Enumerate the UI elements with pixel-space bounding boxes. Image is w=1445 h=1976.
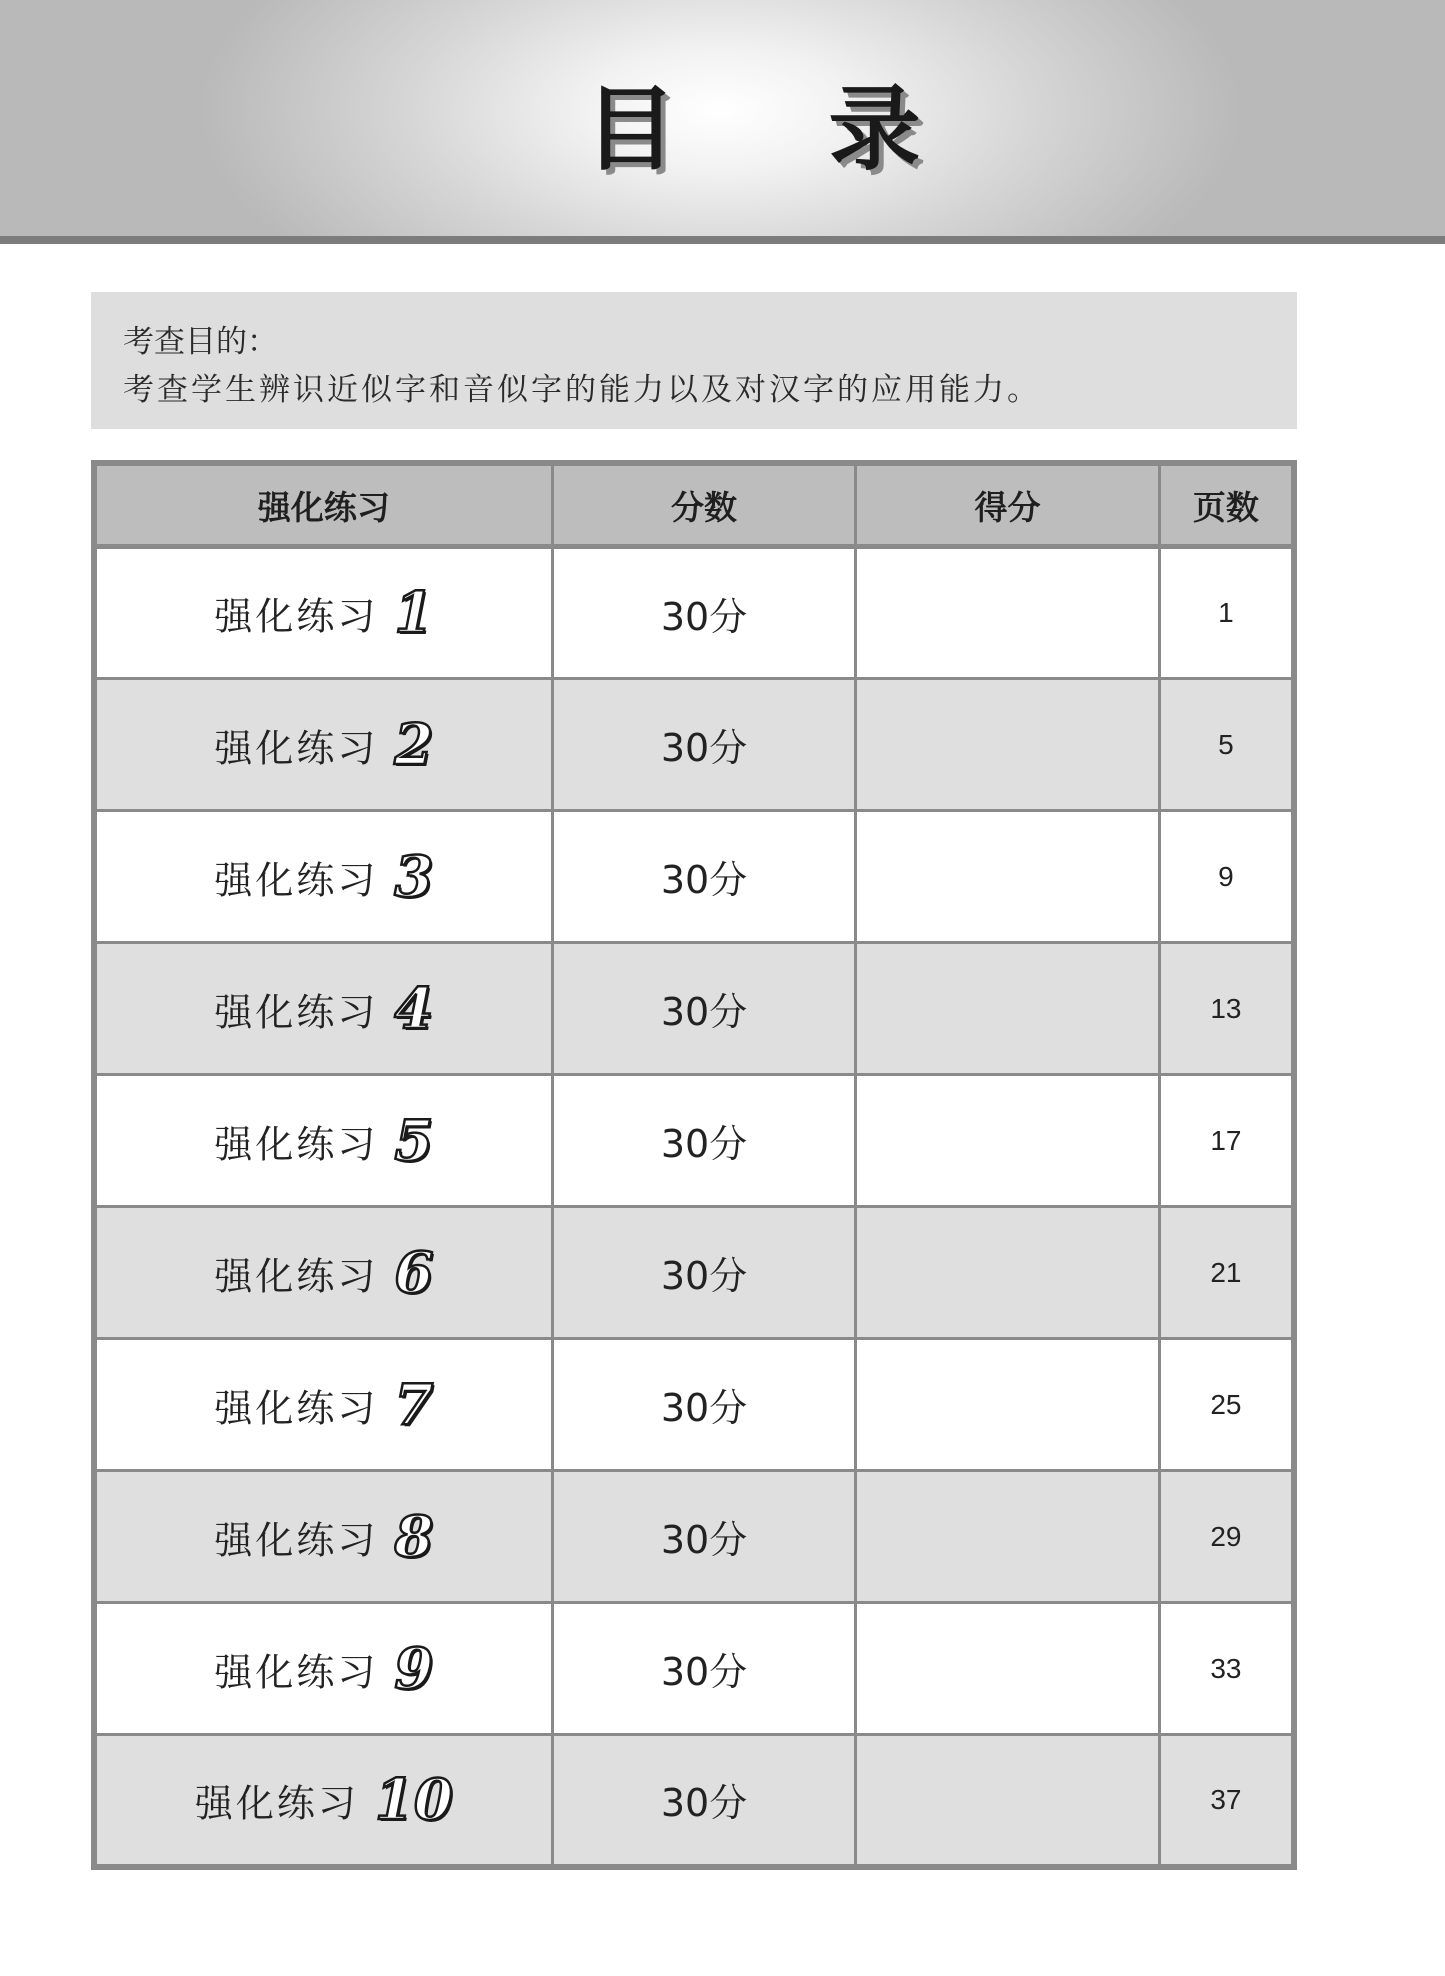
page-title: 目 录	[584, 76, 981, 183]
column-header-earned: 得分	[856, 463, 1160, 547]
page-number-cell: 33	[1159, 1603, 1294, 1735]
column-header-exercise: 强化练习	[94, 463, 552, 547]
table-row	[94, 547, 1294, 679]
earned-score-cell[interactable]	[856, 1603, 1160, 1735]
exercise-label: 强化练习	[214, 594, 379, 639]
exercise-number: 9	[394, 1635, 434, 1702]
score-cell: 30分	[552, 1207, 856, 1339]
exercise-label: 强化练习	[194, 1781, 359, 1826]
table-row	[94, 1735, 1294, 1867]
contents-table	[91, 460, 1297, 1870]
objective-label: 考查目的：	[123, 324, 278, 360]
page-number-cell: 29	[1159, 1471, 1294, 1603]
column-header-page: 页数	[1159, 463, 1294, 547]
table-row	[94, 1075, 1294, 1207]
table-row	[94, 1471, 1294, 1603]
exercise-number: 2	[394, 711, 434, 778]
page-number-cell: 13	[1159, 943, 1294, 1075]
objective-box	[91, 292, 1297, 429]
page-number-cell: 25	[1159, 1339, 1294, 1471]
page-number-cell: 5	[1159, 679, 1294, 811]
score-cell: 30分	[552, 811, 856, 943]
exercise-label: 强化练习	[214, 1650, 379, 1694]
earned-score-cell[interactable]	[856, 943, 1160, 1075]
earned-score-cell[interactable]	[856, 811, 1160, 943]
earned-score-cell[interactable]	[856, 1207, 1160, 1339]
table-row	[94, 679, 1294, 811]
exercise-label: 强化练习	[214, 990, 379, 1034]
exercise-label: 强化练习	[214, 1518, 379, 1562]
exercise-cell[interactable]	[94, 811, 552, 943]
page-number-cell: 1	[1159, 547, 1294, 679]
objective-text: 考查学生辨识近似字和音似字的能力以及对汉字的应用能力。	[123, 372, 1041, 408]
exercise-cell[interactable]	[94, 679, 552, 811]
exercise-cell[interactable]	[94, 1207, 552, 1339]
score-cell: 30分	[552, 547, 856, 679]
exercise-cell[interactable]	[94, 1471, 552, 1603]
exercise-label: 强化练习	[214, 1122, 379, 1166]
earned-score-cell[interactable]	[856, 679, 1160, 811]
table-header-row	[94, 463, 1294, 547]
exercise-cell[interactable]	[94, 1339, 552, 1471]
exercise-number: 8	[394, 1503, 434, 1570]
exercise-label: 强化练习	[214, 1254, 379, 1298]
score-cell: 30分	[552, 1603, 856, 1735]
score-cell: 30分	[552, 679, 856, 811]
exercise-label: 强化练习	[214, 1386, 379, 1430]
earned-score-cell[interactable]	[856, 547, 1160, 679]
exercise-cell[interactable]	[94, 1603, 552, 1735]
page-number-cell: 21	[1159, 1207, 1294, 1339]
earned-score-cell[interactable]	[856, 1339, 1160, 1471]
exercise-number: 6	[394, 1239, 434, 1306]
earned-score-cell[interactable]	[856, 1471, 1160, 1603]
exercise-cell[interactable]	[94, 547, 552, 679]
column-header-score: 分数	[552, 463, 856, 547]
score-cell: 30分	[552, 1471, 856, 1603]
table-row	[94, 943, 1294, 1075]
earned-score-cell[interactable]	[856, 1075, 1160, 1207]
exercise-number: 4	[394, 975, 434, 1042]
page-number-cell: 9	[1159, 811, 1294, 943]
score-cell: 30分	[552, 1735, 856, 1867]
exercise-cell[interactable]	[94, 943, 552, 1075]
table-row	[94, 1207, 1294, 1339]
score-cell: 30分	[552, 1075, 856, 1207]
exercise-cell[interactable]	[94, 1735, 552, 1867]
earned-score-cell[interactable]	[856, 1735, 1160, 1867]
exercise-number: 5	[394, 1107, 434, 1174]
exercise-label: 强化练习	[214, 726, 379, 770]
table-row	[94, 811, 1294, 943]
page-number-cell: 37	[1159, 1735, 1294, 1867]
exercise-number: 7	[394, 1371, 434, 1438]
exercise-cell[interactable]	[94, 1075, 552, 1207]
exercise-number: 1	[394, 580, 434, 646]
table-row	[94, 1603, 1294, 1735]
score-cell: 30分	[552, 1339, 856, 1471]
header-divider	[0, 236, 1445, 244]
exercise-label: 强化练习	[214, 858, 379, 902]
exercise-number: 10	[374, 1766, 453, 1833]
table-row	[94, 1339, 1294, 1471]
exercise-number: 3	[394, 843, 434, 910]
score-cell: 30分	[552, 943, 856, 1075]
page-number-cell: 17	[1159, 1075, 1294, 1207]
